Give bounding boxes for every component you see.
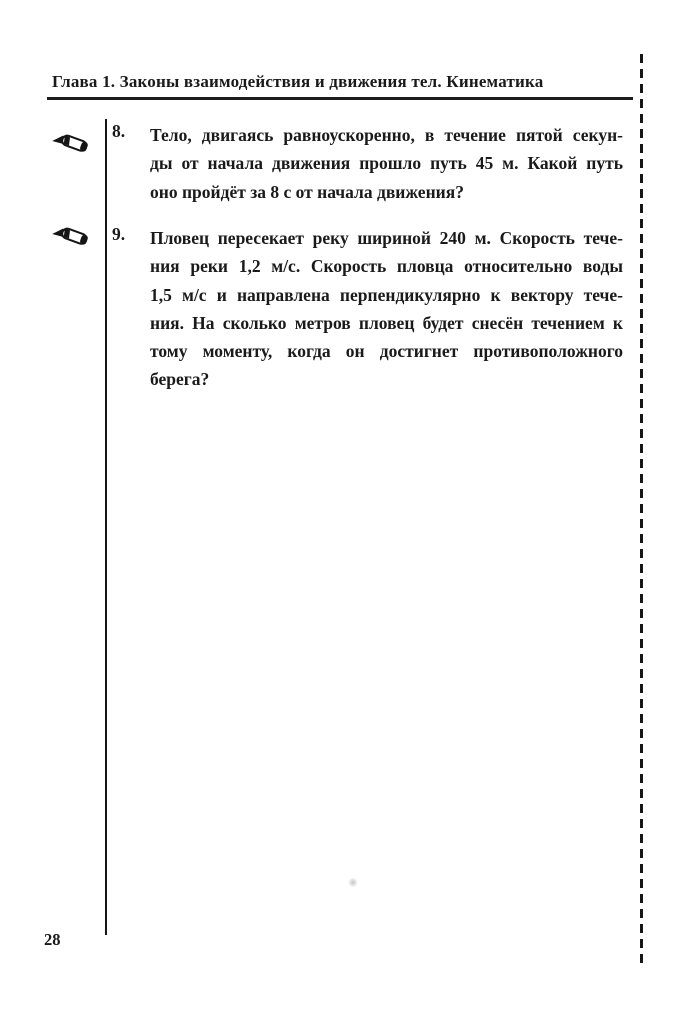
- problem-text-line: берега?: [150, 369, 210, 390]
- problem-text-line: Пловец пересекает реку шириной 240 м. Скорость тече-: [150, 228, 623, 248]
- problem-text: [150, 121, 623, 206]
- problem-text-line: тому моменту, когда он достигнет противоположного: [150, 341, 623, 362]
- problem-number: 8.: [112, 121, 126, 141]
- problem-text-line: Тело, двигаясь равноускоренно, в течение пятой секун-: [150, 125, 623, 145]
- pen-icon: [48, 219, 94, 251]
- problem-text: [150, 224, 623, 394]
- page-edge-dashed-line: [640, 54, 643, 965]
- problem-text-line: оно пройдёт за 8 с от начала движения?: [150, 181, 464, 202]
- problem-text-line: 1,5 м/с и направлена перпендикулярно к вектору тече-: [150, 284, 623, 305]
- pen-icon: [48, 126, 94, 158]
- scan-artifact: [348, 878, 358, 887]
- problem-text-line: ды от начала движения прошло путь 45 м. Какой путь: [150, 153, 623, 174]
- problem-number: 9.: [112, 224, 126, 244]
- chapter-header: Глава 1. Законы взаимодействия и движения тел. Кинематика: [52, 72, 544, 91]
- problem-text-line: ния. На сколько метров пловец будет снесён течением к: [150, 312, 623, 333]
- page-number: 28: [44, 930, 61, 949]
- header-rule: [47, 97, 633, 100]
- problem-text-line: ния реки 1,2 м/с. Скорость пловца относительно воды: [150, 256, 623, 277]
- margin-vertical-rule: [105, 119, 107, 935]
